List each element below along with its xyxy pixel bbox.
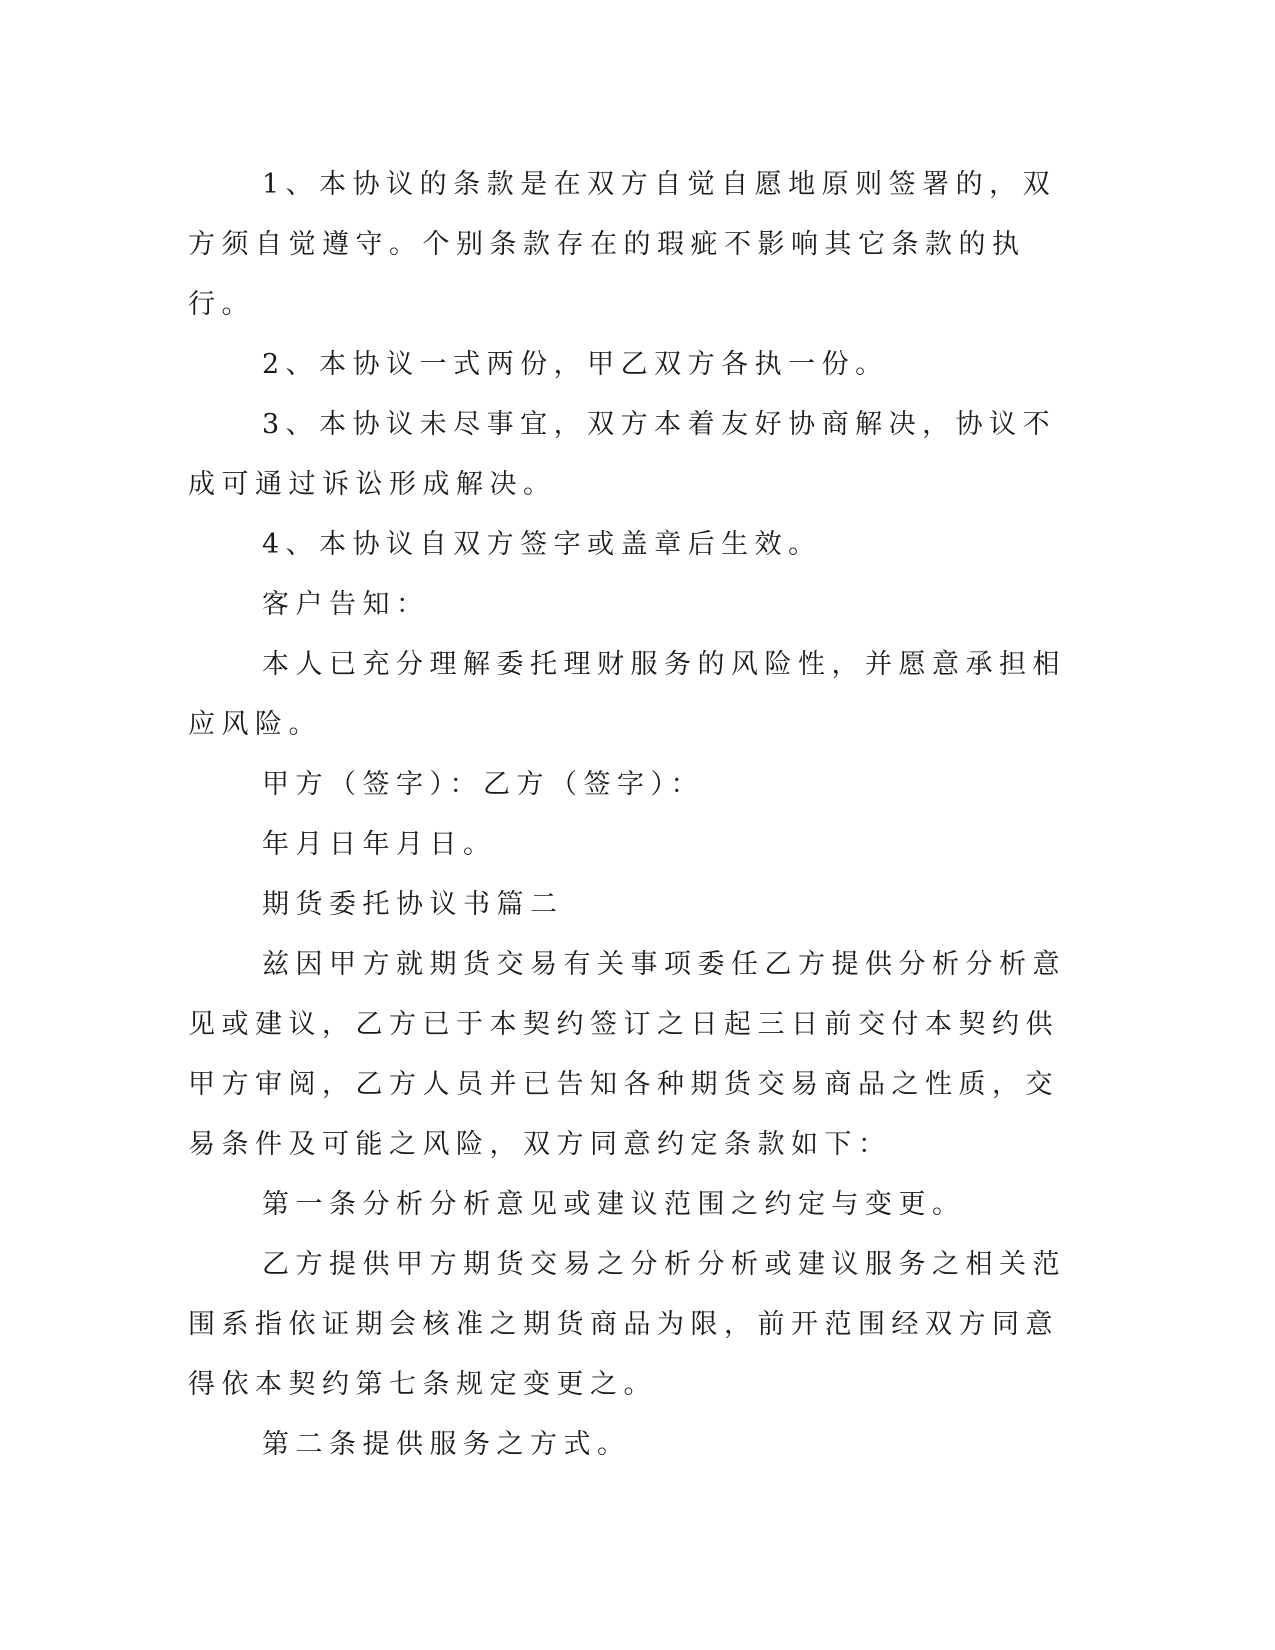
article-1-heading: 第一条分析分析意见或建议范围之约定与变更。 <box>262 1189 966 1220</box>
clause-1-paragraph: 1、本协议的条款是在双方自觉自愿地原则签署的，双方须自觉遵守。个别条款存在的瑕疵不影响其它条款的执行。 <box>188 169 1057 320</box>
clause-4-paragraph: 4、本协议自双方签字或盖章后生效。 <box>262 529 822 560</box>
preamble-paragraph: 兹因甲方就期货交易有关事项委任乙方提供分析分析意见或建议，乙方已于本契约签订之日起三日前交付本契约供甲方审阅，乙方人员并已告知各种期货交易商品之性质，交易条件及可能之风险，双方同意约定条款如下： <box>188 949 1066 1160</box>
date-line: 年月日年月日。 <box>262 829 497 860</box>
article-1-body: 乙方提供甲方期货交易之分析分析或建议服务之相关范围系指依证期会核准之期货商品为限，前开范围经双方同意得依本契约第七条规定变更之。 <box>188 1249 1066 1400</box>
document-body <box>188 155 1068 1475</box>
customer-notice-text: 本人已充分理解委托理财服务的风险性，并愿意承担相应风险。 <box>188 649 1066 740</box>
clause-2-paragraph: 2、本协议一式两份，甲乙双方各执一份。 <box>262 349 889 380</box>
clause-3-paragraph: 3、本协议未尽事宜，双方本着友好协商解决，协议不成可通过诉讼形成解决。 <box>188 409 1057 500</box>
article-2-heading: 第二条提供服务之方式。 <box>262 1429 631 1460</box>
customer-notice-heading: 客户告知： <box>262 589 430 620</box>
section-title: 期货委托协议书篇二 <box>262 889 564 920</box>
signature-line: 甲方（签字）：乙方（签字）： <box>262 769 704 800</box>
